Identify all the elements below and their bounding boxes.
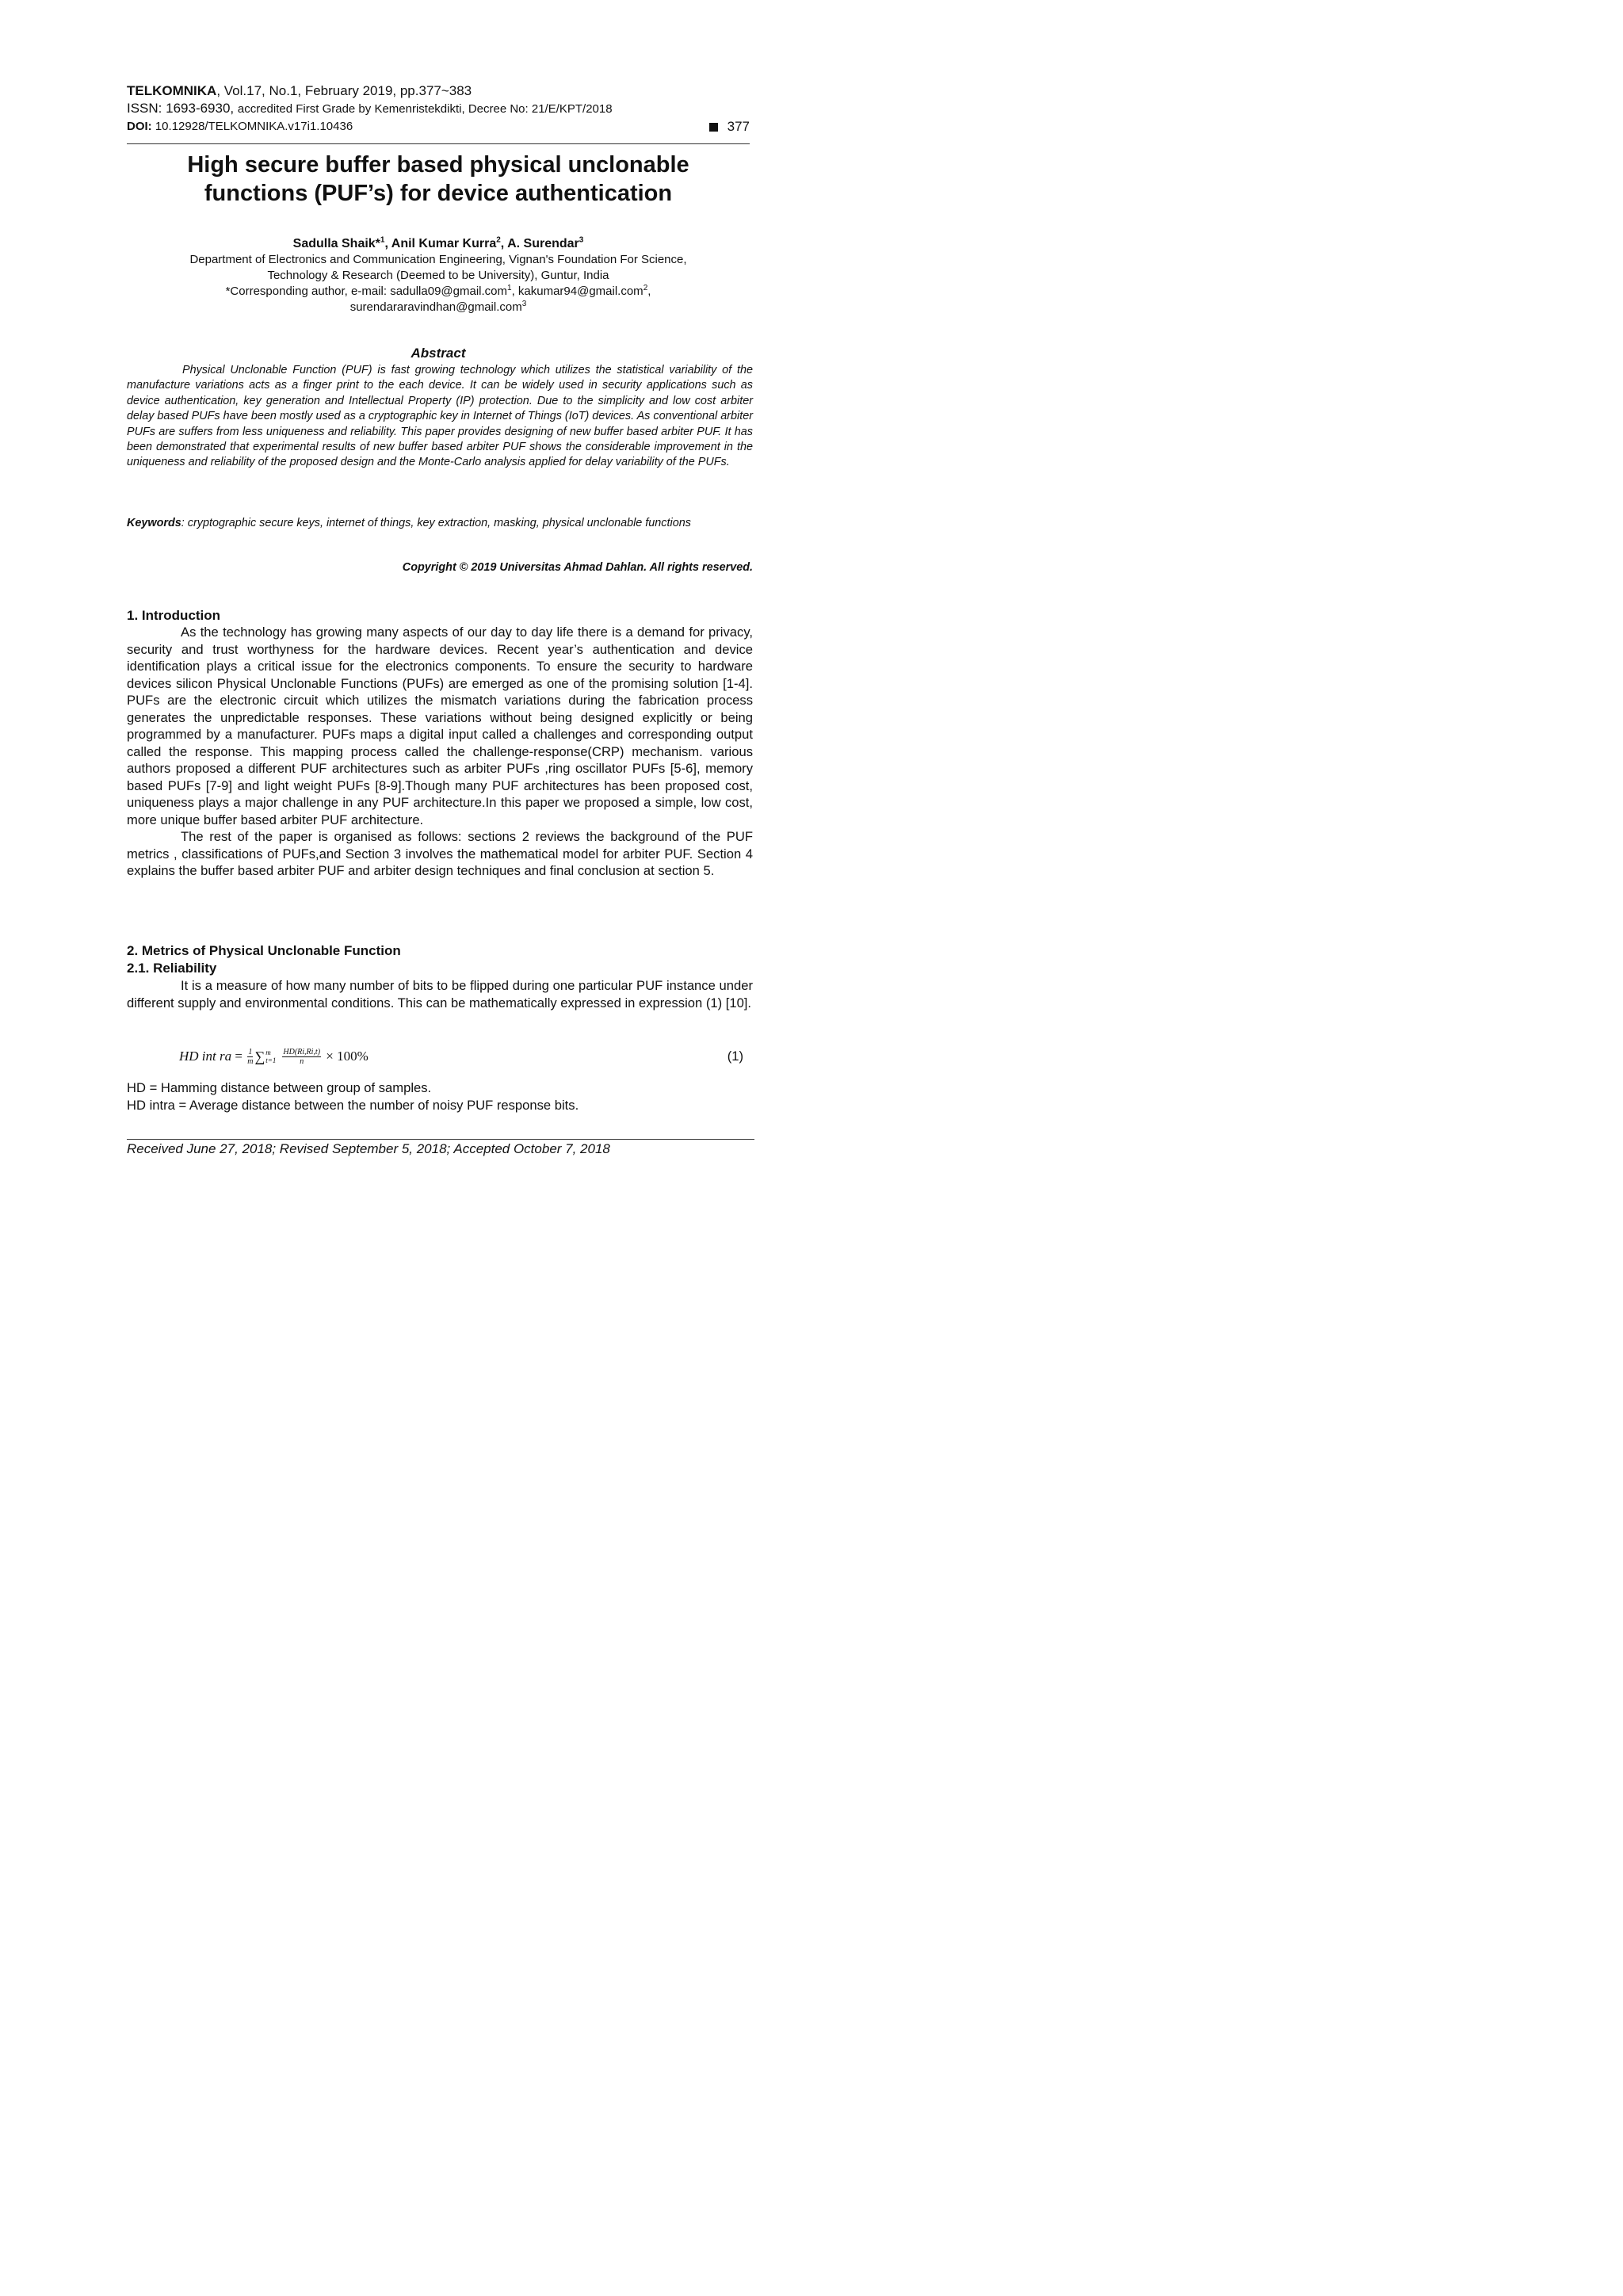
fraction-2 [282,1048,321,1066]
equation-1 [179,1045,743,1068]
summation [254,1049,276,1065]
title-line-1: High secure buffer based physical unclonable [187,152,689,178]
issn: ISSN: 1693-6930, [127,101,238,116]
author-1-sup: 1 [380,235,385,245]
doi: 10.12928/TELKOMNIKA.v17i1.10436 [155,120,353,133]
section-2-1-body [127,977,753,1011]
issn-line [127,100,750,118]
email-line-2 [127,300,750,315]
doi-line [127,118,750,136]
email-line [127,284,750,300]
affiliation-line-1: Department of Electronics and Communication Engineering, Vignan's Foundation For Science, [189,253,687,266]
section-1-body [127,624,753,880]
section-2-1-heading: 2.1. Reliability [127,961,217,976]
equation-equals: = [231,1049,246,1064]
author-2-sup: 2 [496,235,501,245]
accreditation: accredited First Grade by Kemenristekdikti, Decree No: 21/E/KPT/2018 [237,102,613,116]
abstract-heading: Abstract [411,346,466,361]
email-2-tail: , [647,285,651,298]
fraction-1-denominator: m [247,1056,254,1066]
affiliation-line-2: Technology & Research (Deemed to be University), Guntur, India [267,269,609,282]
author-names [127,236,750,252]
journal-line [127,82,750,100]
email-2-sup: 2 [643,284,648,292]
keywords-label: Keywords [127,517,181,529]
journal-header [127,82,750,136]
definitions [127,1079,753,1114]
equation-number: (1) [727,1049,743,1064]
page-number: 377 [727,119,750,134]
section-2-1-paragraph: It is a measure of how many number of bits to be flipped during one particular PUF instance under different supply and environmental conditions. This can be mathematically expressed in expression (1) [10]. [127,978,753,1010]
abstract-text [127,363,753,471]
abstract-body: Physical Unclonable Function (PUF) is fast growing technology which utilizes the statistical variability of the manufacture variations acts as a finger print to the each device. It can be widely used in security applications such as device authentication, key generation and Intellectual Property (IP) protection. Due to the simplicity and low cost arbiter delay based PUFs have been mostly used as a cryptographic key in Internet of Things (IoT) devices. As conventional arbiter PUFs are suffers from less uniqueness and reliability. This paper provides designing of new buffer based arbiter PUF. It has been demonstrated that experimental results of new buffer based arbiter PUF shows the considerable improvement in the uniqueness and reliability of the proposed design and the Monte-Carlo analysis applied for delay variability of the PUFs. [127,364,753,469]
section-1-paragraph-2: The rest of the paper is organised as follows: sections 2 reviews the background of the PUF metrics , classifications of PUFs,and Section 3 involves the mathematical model for arbiter PUF. Section 4 explains the buffer based arbiter PUF and arbiter design techniques and final conclusion at section 5. [127,829,753,878]
journal-issue: , Vol.17, No.1, February 2019, pp.377~383 [216,83,472,98]
journal-name: TELKOMNIKA [127,83,217,98]
square-bullet-icon [709,123,718,132]
header-rule [127,143,750,144]
footer-rule [127,1139,754,1140]
section-2-heading: 2. Metrics of Physical Unclonable Function [127,943,401,958]
summation-upper: m [265,1049,271,1056]
definition-1: HD = Hamming distance between group of samples. [127,1080,432,1095]
keywords [127,516,753,531]
corresponding-email: *Corresponding author, e-mail: sadulla09@gmail.com [225,285,507,298]
summation-lower: t=1 [265,1056,277,1064]
fraction-2-numerator: HD(Ri,Ri,t) [283,1047,321,1056]
author-3-sup: 3 [579,235,584,245]
title-line-2: functions (PUF’s) for device authentication [204,181,673,206]
keywords-text: : cryptographic secure keys, internet of things, key extraction, masking, physical unclonable functions [181,517,691,529]
equation-lhs: HD int ra [179,1049,232,1064]
section-1-paragraph-1: As the technology has growing many aspects of our day to day life there is a demand for privacy, security and trust worthyness for the hardware devices. Recent year’s authentication and device identification plays a critical issue for the electronics components. To ensure the security to hardware devices silicon Physical Unclonable Functions (PUFs) are emerged as one of the promising solution [1-4]. PUFs are the electronic circuit which utilizes the mismatch variations during the fabrication process generates the unpredictable responses. These variations without being designed explicitly or being programmed by a manufacturer. PUFs maps a digital input called a challenges and corresponding output called the response. This mapping process called the challenge-response(CRP) mechanism. various authors proposed a different PUF architectures such as arbiter PUFs ,ring oscillator PUFs [5-6], memory based PUFs [7-9] and light weight PUFs [8-9].Though many PUF architectures has been proposed cost, uniqueness plays a major challenge in any PUF architecture.In this paper we proposed a simple, low cost, more unique buffer based arbiter PUF architecture. [127,625,753,827]
paper-title [127,151,750,208]
fraction-1 [247,1048,253,1066]
email-3: surendararavindhan@gmail.com [349,300,522,314]
author-block [127,236,750,315]
author-3: , A. Surendar [500,237,579,250]
section-1-heading: 1. Introduction [127,608,221,623]
author-1: Sadulla Shaik* [292,237,380,250]
doi-label: DOI: [127,120,155,133]
email-3-sup: 3 [521,300,527,308]
equation-tail: × 100% [323,1049,369,1064]
email-1-sup: 1 [507,284,512,292]
fraction-2-denominator: n [300,1056,304,1066]
definition-2: HD intra = Average distance between the number of noisy PUF response bits. [127,1098,579,1113]
copyright-notice: Copyright © 2019 Universitas Ahmad Dahlan. All rights reserved. [402,561,753,574]
email-2: , kakumar94@gmail.com [511,285,643,298]
received-dates: Received June 27, 2018; Revised September 5, 2018; Accepted October 7, 2018 [127,1141,610,1156]
fraction-1-numerator: 1 [248,1047,253,1056]
author-2: , Anil Kumar Kurra [384,237,497,250]
summation-icon: ∑ [254,1048,265,1064]
